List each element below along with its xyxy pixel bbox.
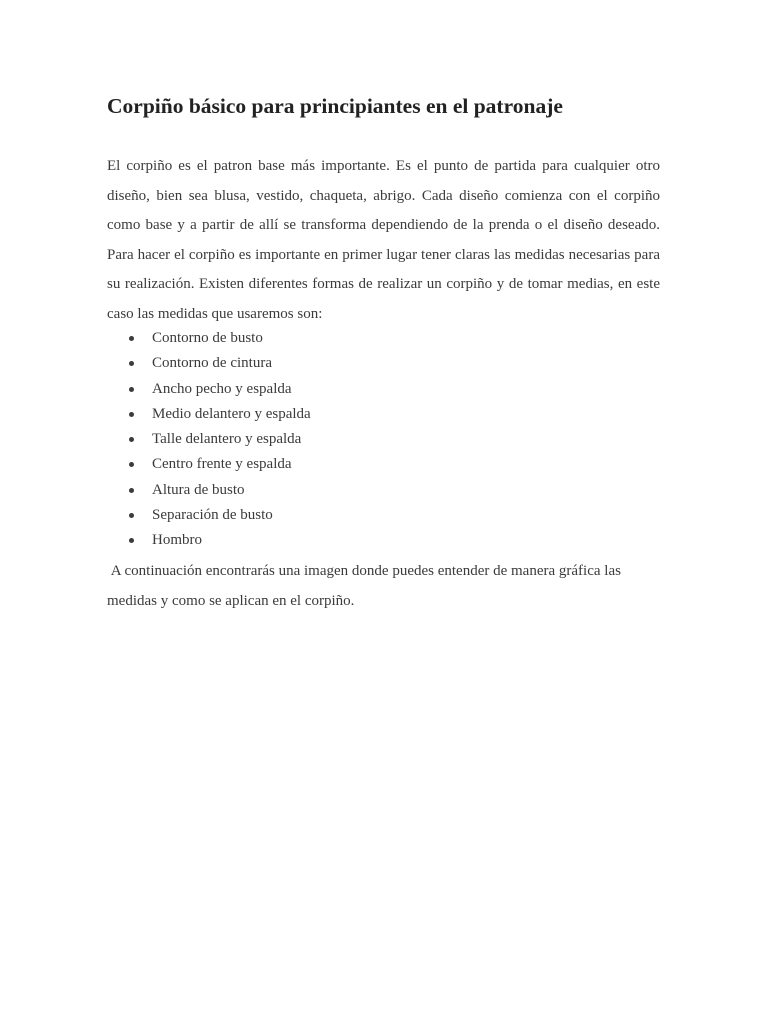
list-item-label: Centro frente y espalda xyxy=(152,456,292,473)
bullet-icon xyxy=(129,437,134,442)
page-title: Corpiño básico para principiantes en el patronaje xyxy=(107,94,563,118)
bullet-icon xyxy=(129,336,134,341)
bullet-icon xyxy=(129,513,134,518)
list-item-label: Talle delantero y espalda xyxy=(152,431,302,448)
measurements-list xyxy=(107,326,311,554)
bullet-icon xyxy=(129,462,134,467)
list-item-label: Altura de busto xyxy=(152,481,245,498)
bullet-icon xyxy=(129,538,134,543)
list-item xyxy=(107,478,311,503)
intro-paragraph: El corpiño es el patron base más importante. Es el punto de partida para cualquier otro diseño, bien sea blusa, vestido, chaqueta, abrigo. Cada diseño comienza con el corpiño como base y a partir de allí se transforma dependiendo de la prenda o el diseño deseado. Para hacer el corpiño es importante en primer lugar tener claras las medidas necesarias para su realización. Existen diferentes formas de realizar un corpiño y de tomar medias, en este caso las medidas que usaremos son: xyxy=(107,158,660,322)
list-item-label: Contorno de busto xyxy=(152,330,263,346)
list-item xyxy=(107,528,311,553)
list-item xyxy=(107,377,311,402)
list-item-label: Medio delantero y espalda xyxy=(152,405,311,422)
list-item xyxy=(107,326,311,351)
bullet-icon xyxy=(129,361,134,366)
list-item-label: Ancho pecho y espalda xyxy=(152,380,292,397)
list-item xyxy=(107,503,311,528)
bullet-icon xyxy=(129,387,134,392)
bullet-icon xyxy=(129,488,134,493)
list-item xyxy=(107,452,311,477)
closing-paragraph: A continuación encontrarás una imagen donde puedes entender de manera gráfica las medidas y como se aplican en el corpiño. xyxy=(107,563,625,609)
list-item xyxy=(107,402,311,427)
list-item xyxy=(107,427,311,452)
list-item-label: Separación de busto xyxy=(152,507,273,524)
bullet-icon xyxy=(129,412,134,417)
list-item xyxy=(107,351,311,376)
list-item-label: Contorno de cintura xyxy=(152,355,272,372)
list-item-label: Hombro xyxy=(152,532,202,549)
